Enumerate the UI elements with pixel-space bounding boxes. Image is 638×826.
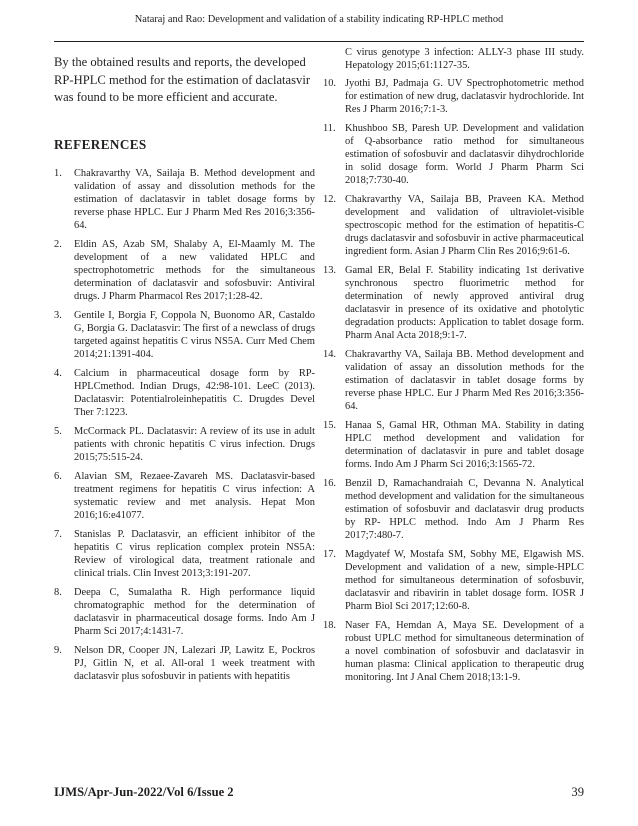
reference-number: 11. <box>323 123 336 134</box>
reference-item <box>54 309 315 361</box>
running-header: Nataraj and Rao: Development and validation of a stability indicating RP-HPLC method <box>134 14 504 25</box>
reference-text: Stanislas P. Daclatasvir, an efficient inhibitor of the hepatitis C virus replication complex protein NS5A: Review of virological data, treatment rationale and clinical trials. Clin Invest 2013;3:191-207. <box>74 528 315 579</box>
reference-text: Chakravarthy VA, Sailaja BB. Method development and validation of assay an dissolution methods for the estimation of daclatasvir in tablet dosage forms by reverse phase HPLC. Eur J Pharm Med Res 2016;3:356-64. <box>345 349 584 412</box>
reference-number: 15. <box>323 420 336 431</box>
references-list-right <box>323 77 584 684</box>
reference-item <box>323 77 584 116</box>
reference-item <box>54 425 315 464</box>
reference-text: Khushboo SB, Paresh UP. Development and validation of Q-absorbance ratio method for simultaneous estimation of sofosbuvir and daclatasvir dihydrochloride in solid dosage form. World J Pharm Pharm Sci 2018;7:730-40. <box>345 123 584 186</box>
reference-number: 2. <box>54 238 62 250</box>
reference-number: 17. <box>323 549 336 560</box>
reference-number: 16. <box>323 478 336 489</box>
reference-text: Chakravarthy VA, Sailaja B. Method development and validation of assay and dissolution methods for the estimation of daclatasvir in tablet dosage forms by reverse phase HPLC. Eur J Pharm Med Res 2016;3:356-64. <box>74 167 315 231</box>
reference-number: 9. <box>54 644 62 656</box>
reference-item <box>54 167 315 232</box>
reference-item <box>54 644 315 683</box>
reference-number: 1. <box>54 167 62 179</box>
reference-item <box>54 367 315 419</box>
reference-text: Magdyatef W, Mostafa SM, Sobhy ME, Elgawish MS. Development and validation of a new, simple-HPLC method for simultaneous determination of sofosbuvir, daclatasvir and ribavirin in tablet dosage form. IOSR J Pharm Biol Sci 2017;12:60-8. <box>345 549 584 612</box>
reference-number: 13. <box>323 265 336 276</box>
reference-item <box>323 264 584 342</box>
reference-item <box>323 193 584 258</box>
reference-text: Alavian SM, Rezaee-Zavareh MS. Daclatasvir-based treatment regimens for hepatitis C virus infection: A systematic review and met analysis. Hepat Mon 2016;16:e41077. <box>74 470 315 521</box>
reference-text: Naser FA, Hemdan A, Maya SE. Development of a robust UPLC method for simultaneous determination of a novel combination of sofosbuvir and daclatasvir in human plasma: Clinical application to therapeutic drug monitoring. Int J Anal Chem 2018;13:1-9. <box>345 620 584 683</box>
reference-item <box>54 528 315 580</box>
reference-item <box>323 419 584 471</box>
reference-number: 6. <box>54 470 62 482</box>
reference-number: 10. <box>323 78 336 89</box>
reference-9-continuation <box>323 46 584 72</box>
reference-item <box>54 470 315 522</box>
reference-number: 3. <box>54 309 62 321</box>
header-divider <box>54 41 584 42</box>
right-column <box>323 46 584 690</box>
references-list-left <box>54 167 315 683</box>
reference-text: Deepa C, Sumalatha R. High performance liquid chromatographic method for the determination of daclatasvir in pharmaceutical dosage forms. Indo Am J Pharm Sci 2017;4:1431-7. <box>74 586 315 637</box>
reference-text: Jyothi BJ, Padmaja G. UV Spectrophotometric method for estimation of new drug, daclatasvir hydrochloride. Int Res J Pharm 2016;7:1-3. <box>345 78 584 115</box>
reference-text: Chakravarthy VA, Sailaja BB, Praveen KA. Method development and validation of ultraviolet-visible spectroscopic method for the estimation of hepatitis-C drugs daclatasvir and sofosbuvir in active pharmaceutical ingredient form. Asian J Pharm Clin Res 2016;9:61-6. <box>345 194 584 257</box>
reference-number: 18. <box>323 620 336 631</box>
reference-text: C virus genotype 3 infection: ALLY-3 phase III study. Hepatology 2015;61:1127-35. <box>345 47 584 71</box>
reference-item <box>323 122 584 187</box>
references-heading: REFERENCES <box>54 136 147 152</box>
reference-item <box>323 348 584 413</box>
reference-text: McCormack PL. Daclatasvir: A review of its use in adult patients with chronic hepatitis C virus infection. Drugs 2015;75:515-24. <box>74 425 315 463</box>
reference-number: 5. <box>54 425 62 437</box>
reference-text: Calcium in pharmaceutical dosage form by RP-HPLCmethod. Indian Drugs, 42:98-101. LeeC (2013). Daclatasvir: Potentialroleinhepatitis C. Drugdes Devel Ther 7:1223. <box>74 367 315 418</box>
reference-item <box>54 238 315 303</box>
reference-number: 8. <box>54 586 62 598</box>
page-number: 39 <box>571 785 584 799</box>
reference-number: 7. <box>54 528 62 540</box>
reference-text: Nelson DR, Cooper JN, Lalezari JP, Lawitz E, Pockros PJ, Gitlin N, et al. All-oral 1 week treatment with daclatasvir plus sofosbuvir in patients with hepatitis <box>74 644 315 682</box>
reference-text: Benzil D, Ramachandraiah C, Devanna N. Analytical method development and validation for the simultaneous estimation of sofosbuvir and daclatasvir drug products by RP- HPLC method. Indo Am J Pharm Res 2017;7:480-7. <box>345 478 584 541</box>
reference-item <box>323 477 584 542</box>
reference-item <box>323 548 584 613</box>
reference-number: 14. <box>323 349 336 360</box>
reference-text: Gamal ER, Belal F. Stability indicating 1st derivative synchronous spectro fluorimetric method for determination of newly approved antiviral drug daclatasvir in presence of its oxidative and photolytic degradation products: Application to tablet dosage form. Pharm Anal Acta 2018;9:1-7. <box>345 265 584 341</box>
reference-number: 4. <box>54 367 62 379</box>
reference-item <box>54 586 315 638</box>
reference-number: 12. <box>323 194 336 205</box>
reference-text: Hanaa S, Gamal HR, Othman MA. Stability in dating HPLC method development and validation for determination of daclatasvir in pure and tablet dosage forms. Indo Am J Pharm Sci 2016;3:1565-72. <box>345 420 584 470</box>
conclusion-paragraph: By the obtained results and reports, the developed RP-HPLC method for the estimation of daclatasvir was found to be more efficient and accurate. <box>54 55 311 104</box>
left-column <box>54 46 315 689</box>
reference-text: Gentile I, Borgia F, Coppola N, Buonomo AR, Castaldo G, Borgia G. Daclatasvir: The first of a newclass of drugs targeted against hepatitis C virus NS5A. Curr Med Chem 2014;21:1391-404. <box>74 309 315 360</box>
footer-journal-issue: IJMS/Apr-Jun-2022/Vol 6/Issue 2 <box>54 785 234 799</box>
reference-text: Eldin AS, Azab SM, Shalaby A, El-Maamly M. The development of a new validated HPLC and spectrophotometric methods for the simultaneous determination of daclatasvir and sofosbuvir: Antiviral drugs. J Pharm Pharmacol Res 2017;1:28-42. <box>74 238 315 302</box>
reference-item <box>323 619 584 684</box>
